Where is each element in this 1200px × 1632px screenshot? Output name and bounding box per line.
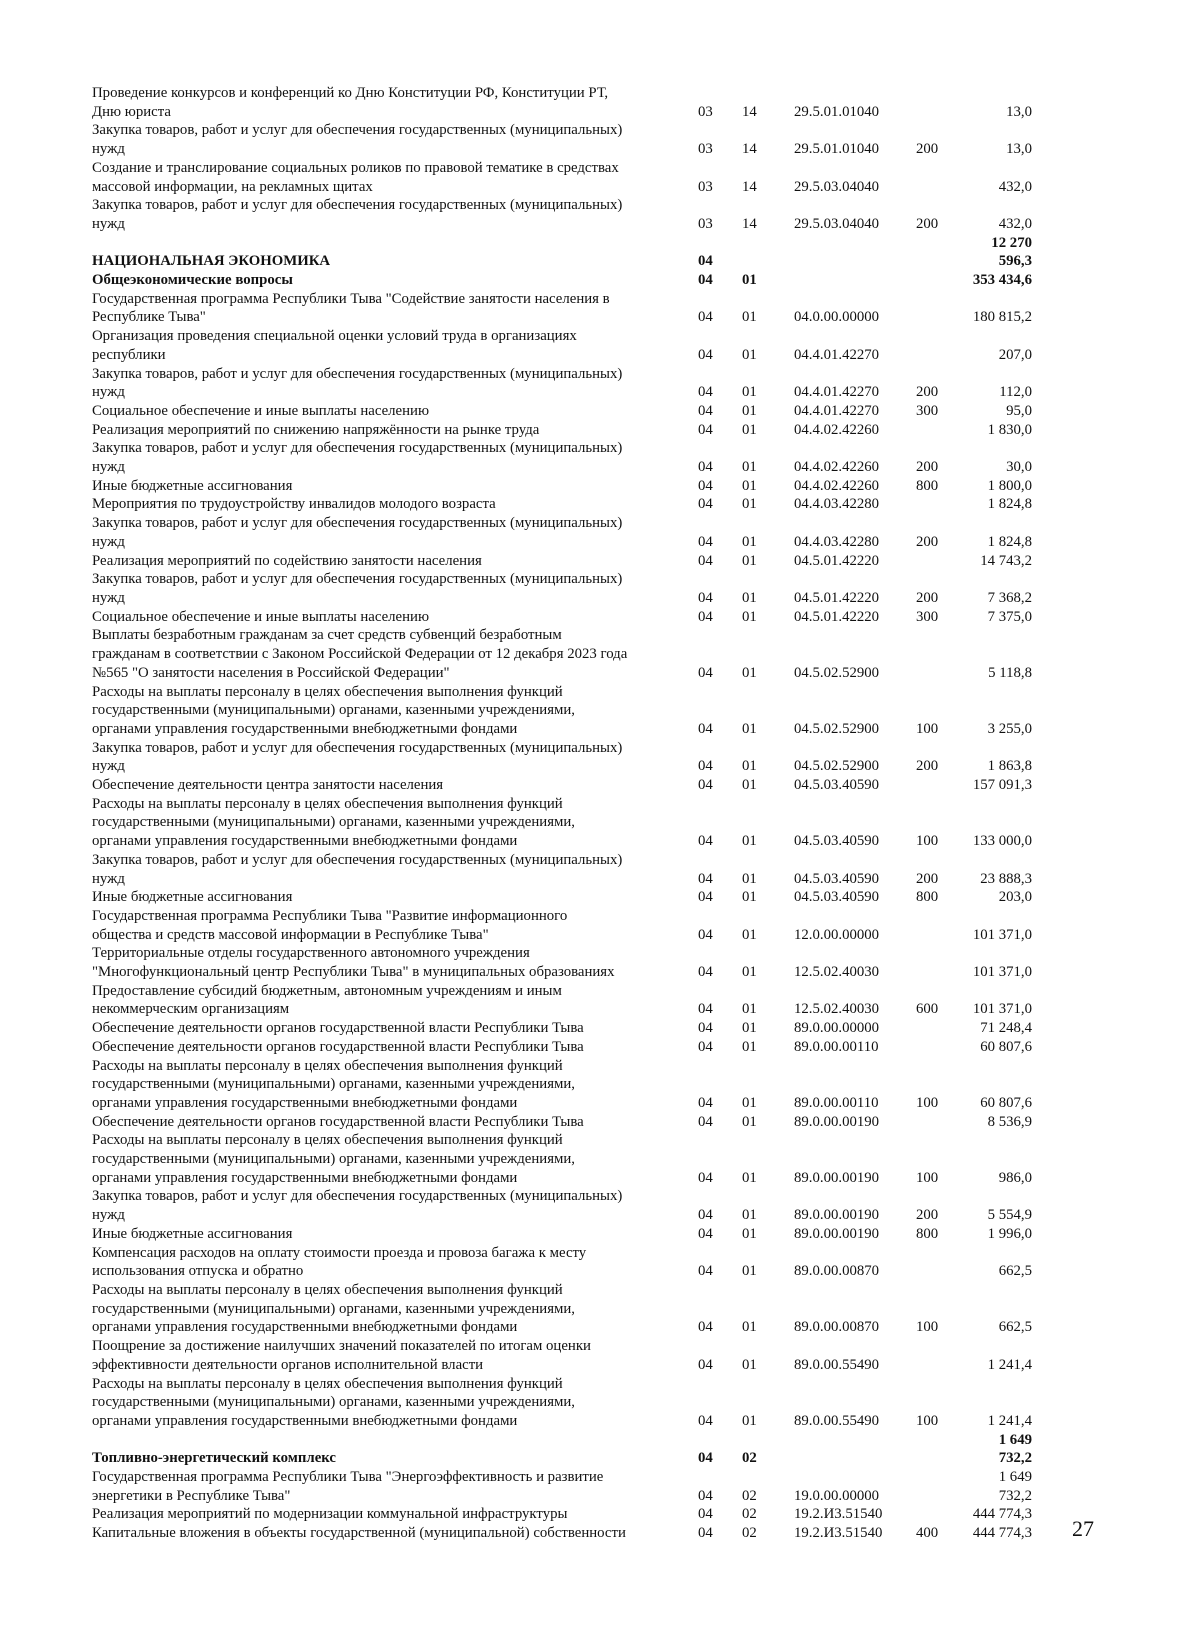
row-section: 04 xyxy=(698,384,713,401)
row-subsection: 01 xyxy=(742,309,757,326)
row-target-article: 04.4.01.42270 xyxy=(794,402,880,419)
row-expense-type: 100 xyxy=(916,1412,939,1429)
row-expense-type: 100 xyxy=(916,1094,939,1111)
row-section: 04 xyxy=(698,870,713,887)
row-target-article: 89.0.00.00000 xyxy=(794,1020,880,1037)
row-section: 04 xyxy=(698,720,713,737)
row-subsection: 01 xyxy=(742,346,757,363)
row-name: Расходы на выплаты персоналу в целях обеспечения выполнения функций государственными (муниципальными) органами, казенными учреждениями, органами управления государственными внебюджетными фондами xyxy=(92,795,576,850)
table-row xyxy=(92,121,1092,158)
row-subsection: 01 xyxy=(742,477,757,494)
row-subsection: 01 xyxy=(742,1169,757,1186)
row-section: 04 xyxy=(698,926,713,943)
row-subsection: 01 xyxy=(742,272,757,289)
row-name: Закупка товаров, работ и услуг для обеспечения государственных (муниципальных) нужд xyxy=(92,197,623,232)
row-amount: 101 371,0 xyxy=(972,964,1032,981)
row-expense-type: 200 xyxy=(916,384,939,401)
row-name: Закупка товаров, работ и услуг для обеспечения государственных (муниципальных) нужд xyxy=(92,739,623,775)
row-name: Иные бюджетные ассигнования xyxy=(92,477,293,494)
row-target-article: 89.0.00.00190 xyxy=(794,1113,880,1130)
table-row xyxy=(92,851,1092,888)
row-subsection: 02 xyxy=(742,1506,757,1523)
row-subsection: 01 xyxy=(742,533,757,550)
row-amount: 101 371,0 xyxy=(972,1001,1032,1018)
row-section: 04 xyxy=(698,889,713,906)
row-expense-type: 300 xyxy=(916,608,939,625)
row-section: 04 xyxy=(698,1487,713,1504)
row-subsection: 01 xyxy=(742,758,757,775)
row-amount: 60 807,6 xyxy=(980,1094,1032,1111)
row-subsection: 14 xyxy=(742,141,757,158)
row-subsection: 01 xyxy=(742,964,757,981)
row-subsection: 01 xyxy=(742,1225,757,1242)
row-subsection: 01 xyxy=(742,777,757,794)
row-name: Государственная программа Республики Тыва "Развитие информационного общества и средств массовой информации в Республике Тыва" xyxy=(92,907,568,943)
row-target-article: 04.5.02.52900 xyxy=(794,664,880,681)
row-name: Иные бюджетные ассигнования xyxy=(92,889,293,906)
row-amount: 353 434,6 xyxy=(972,272,1032,289)
row-amount: 1 649 732,2 xyxy=(998,1431,1032,1467)
row-amount: 1 241,4 xyxy=(987,1412,1032,1429)
row-target-article: 29.5.01.01040 xyxy=(794,141,880,158)
row-subsection: 01 xyxy=(742,926,757,943)
row-expense-type: 200 xyxy=(916,870,939,887)
table-row xyxy=(92,234,1092,271)
table-row xyxy=(92,1375,1092,1431)
row-name: Расходы на выплаты персоналу в целях обеспечения выполнения функций государственными (муниципальными) органами, казенными учреждениями, органами управления государственными внебюджетными фондами xyxy=(92,1375,576,1429)
row-subsection: 01 xyxy=(742,589,757,606)
row-subsection: 01 xyxy=(742,1263,757,1280)
row-amount: 444 774,3 xyxy=(972,1506,1032,1523)
table-row xyxy=(92,888,1092,907)
row-amount: 1 824,8 xyxy=(987,533,1032,550)
row-section: 04 xyxy=(698,1113,713,1130)
row-subsection: 01 xyxy=(742,720,757,737)
table-row xyxy=(92,683,1092,739)
row-target-article: 04.4.02.42260 xyxy=(794,459,880,476)
row-name: Расходы на выплаты персоналу в целях обеспечения выполнения функций государственными (муниципальными) органами, казенными учреждениями, органами управления государственными внебюджетными фондами xyxy=(92,1282,576,1336)
row-name: Расходы на выплаты персоналу в целях обеспечения выполнения функций государственными (муниципальными) органами, казенными учреждениями, органами управления государственными внебюджетными фондами xyxy=(92,683,576,737)
table-row xyxy=(92,1524,1092,1543)
row-name: Обеспечение деятельности органов государственной власти Республики Тыва xyxy=(92,1113,584,1130)
row-section: 04 xyxy=(698,1094,713,1111)
row-target-article: 19.2.И3.51540 xyxy=(794,1525,883,1542)
row-name: Проведение конкурсов и конференций ко Дню Конституции РФ, Конституции РТ, Дню юриста xyxy=(92,85,609,120)
row-section: 03 xyxy=(698,178,713,195)
row-section: 04 xyxy=(698,346,713,363)
row-section: 04 xyxy=(698,589,713,606)
row-target-article: 04.4.03.42280 xyxy=(794,496,880,513)
row-target-article: 04.4.03.42280 xyxy=(794,533,880,550)
row-expense-type: 800 xyxy=(916,1225,939,1242)
row-name: Обеспечение деятельности центра занятости населения xyxy=(92,777,444,794)
row-target-article: 04.5.03.40590 xyxy=(794,889,880,906)
row-amount: 986,0 xyxy=(998,1169,1032,1186)
row-section: 04 xyxy=(698,1319,713,1336)
row-expense-type: 200 xyxy=(916,1207,939,1224)
table-row xyxy=(92,739,1092,776)
row-subsection: 01 xyxy=(742,1207,757,1224)
row-name: Расходы на выплаты персоналу в целях обеспечения выполнения функций государственными (муниципальными) органами, казенными учреждениями, органами управления государственными внебюджетными фондами xyxy=(92,1057,576,1111)
row-subsection: 01 xyxy=(742,664,757,681)
table-row xyxy=(92,159,1092,196)
table-row xyxy=(92,944,1092,981)
row-amount: 13,0 xyxy=(1006,141,1032,158)
row-name: Реализация мероприятий по содействию занятости населения xyxy=(92,552,482,569)
row-section: 04 xyxy=(698,1001,713,1018)
row-target-article: 12.0.00.00000 xyxy=(794,926,880,943)
row-target-article: 04.4.02.42260 xyxy=(794,477,880,494)
row-amount: 112,0 xyxy=(999,384,1032,401)
row-target-article: 89.0.00.00870 xyxy=(794,1263,880,1280)
row-subsection: 14 xyxy=(742,103,757,120)
row-name: Иные бюджетные ассигнования xyxy=(92,1225,293,1242)
table-row xyxy=(92,570,1092,607)
row-section: 04 xyxy=(698,777,713,794)
table-row xyxy=(92,84,1092,121)
row-target-article: 29.5.03.04040 xyxy=(794,215,880,232)
table-row xyxy=(92,402,1092,421)
row-name: Общеэкономические вопросы xyxy=(92,272,293,289)
row-expense-type: 800 xyxy=(916,889,939,906)
row-target-article: 89.0.00.00870 xyxy=(794,1319,880,1336)
row-subsection: 01 xyxy=(742,1001,757,1018)
row-name: Компенсация расходов на оплату стоимости проезда и провоза багажа к месту использования отпуска и обратно xyxy=(92,1244,587,1280)
row-expense-type: 800 xyxy=(916,477,939,494)
row-name: Закупка товаров, работ и услуг для обеспечения государственных (муниципальных) нужд xyxy=(92,571,623,606)
row-amount: 101 371,0 xyxy=(972,926,1032,943)
row-amount: 60 807,6 xyxy=(980,1038,1032,1055)
row-name: Закупка товаров, работ и услуг для обеспечения государственных (муниципальных) нужд xyxy=(92,440,623,476)
row-amount: 203,0 xyxy=(998,889,1032,906)
row-name: Поощрение за достижение наилучших значений показателей по итогам оценки эффективности деятельности органов исполнительной власти xyxy=(92,1338,591,1373)
row-target-article: 04.5.01.42220 xyxy=(794,552,880,569)
row-amount: 444 774,3 xyxy=(972,1525,1032,1542)
row-name: Закупка товаров, работ и услуг для обеспечения государственных (муниципальных) нужд xyxy=(92,1188,623,1224)
row-section: 04 xyxy=(698,1038,713,1055)
row-subsection: 01 xyxy=(742,833,757,850)
row-subsection: 02 xyxy=(742,1525,757,1542)
table-row xyxy=(92,907,1092,944)
row-expense-type: 100 xyxy=(916,833,939,850)
row-amount: 3 255,0 xyxy=(987,720,1032,737)
row-name: Предоставление субсидий бюджетным, автономным учреждениям и иным некоммерческим организациям xyxy=(92,982,562,1018)
row-amount: 432,0 xyxy=(998,215,1032,232)
row-subsection: 01 xyxy=(742,1356,757,1373)
row-name: Государственная программа Республики Тыва "Энергоэффективность и развитие энергетики в Республике Тыва" xyxy=(92,1469,604,1504)
row-amount: 662,5 xyxy=(998,1263,1032,1280)
table-row xyxy=(92,439,1092,476)
row-name: Мероприятия по трудоустройству инвалидов молодого возраста xyxy=(92,496,496,513)
row-target-article: 29.5.01.01040 xyxy=(794,103,880,120)
row-name: Закупка товаров, работ и услуг для обеспечения государственных (муниципальных) нужд xyxy=(92,122,623,158)
row-amount: 8 536,9 xyxy=(987,1113,1032,1130)
row-expense-type: 200 xyxy=(916,141,939,158)
row-expense-type: 100 xyxy=(916,720,939,737)
table-row xyxy=(92,1113,1092,1132)
row-subsection: 01 xyxy=(742,384,757,401)
row-amount: 1 824,8 xyxy=(987,496,1032,513)
row-amount: 1 649 732,2 xyxy=(998,1469,1032,1504)
row-target-article: 04.5.03.40590 xyxy=(794,777,880,794)
row-name: Социальное обеспечение и иные выплаты населению xyxy=(92,402,429,419)
row-section: 04 xyxy=(698,496,713,513)
row-section: 04 xyxy=(698,1225,713,1242)
row-name: Закупка товаров, работ и услуг для обеспечения государственных (муниципальных) нужд xyxy=(92,851,623,887)
table-row xyxy=(92,1337,1092,1374)
row-amount: 14 743,2 xyxy=(980,552,1032,569)
row-name: Закупка товаров, работ и услуг для обеспечения государственных (муниципальных) нужд xyxy=(92,365,623,401)
table-row xyxy=(92,495,1092,514)
row-target-article: 12.5.02.40030 xyxy=(794,1001,880,1018)
row-target-article: 19.2.И3.51540 xyxy=(794,1506,883,1523)
row-name: Организация проведения специальной оценки условий труда в организациях республики xyxy=(92,328,577,363)
row-target-article: 89.0.00.55490 xyxy=(794,1356,880,1373)
row-target-article: 04.5.01.42220 xyxy=(794,608,880,625)
row-name: Государственная программа Республики Тыва "Содействие занятости населения в Республике Тыва" xyxy=(92,290,610,326)
row-section: 03 xyxy=(698,215,713,232)
row-subsection: 01 xyxy=(742,1319,757,1336)
row-section: 04 xyxy=(698,253,713,270)
row-amount: 7 368,2 xyxy=(987,589,1032,606)
row-section: 04 xyxy=(698,758,713,775)
row-amount: 1 830,0 xyxy=(987,421,1032,438)
table-row xyxy=(92,477,1092,496)
row-subsection: 01 xyxy=(742,421,757,438)
row-target-article: 04.5.03.40590 xyxy=(794,833,880,850)
row-name: Реализация мероприятий по модернизации коммунальной инфраструктуры xyxy=(92,1506,568,1523)
row-target-article: 29.5.03.04040 xyxy=(794,178,880,195)
row-section: 04 xyxy=(698,964,713,981)
row-subsection: 01 xyxy=(742,1412,757,1429)
row-target-article: 89.0.00.55490 xyxy=(794,1412,880,1429)
table-row xyxy=(92,327,1092,364)
row-section: 04 xyxy=(698,1450,713,1467)
row-name: Расходы на выплаты персоналу в целях обеспечения выполнения функций государственными (муниципальными) органами, казенными учреждениями, органами управления государственными внебюджетными фондами xyxy=(92,1132,576,1186)
table-row xyxy=(92,982,1092,1019)
row-name: НАЦИОНАЛЬНАЯ ЭКОНОМИКА xyxy=(92,253,331,270)
table-row xyxy=(92,1225,1092,1244)
row-name: Реализация мероприятий по снижению напряжённости на рынке труда xyxy=(92,421,540,438)
row-expense-type: 100 xyxy=(916,1169,939,1186)
table-row xyxy=(92,1038,1092,1057)
row-target-article: 04.4.01.42270 xyxy=(794,346,880,363)
row-target-article: 04.5.02.52900 xyxy=(794,720,880,737)
row-target-article: 04.4.01.42270 xyxy=(794,384,880,401)
row-amount: 5 554,9 xyxy=(987,1207,1032,1224)
row-section: 04 xyxy=(698,1020,713,1037)
row-subsection: 01 xyxy=(742,459,757,476)
row-expense-type: 200 xyxy=(916,215,939,232)
row-amount: 71 248,4 xyxy=(980,1020,1032,1037)
row-target-article: 89.0.00.00190 xyxy=(794,1169,880,1186)
row-subsection: 01 xyxy=(742,1094,757,1111)
row-section: 04 xyxy=(698,833,713,850)
row-name: Территориальные отделы государственного автономного учреждения "Многофункциональный центр Республики Тыва" в муниципальных образованиях xyxy=(92,945,615,981)
row-amount: 30,0 xyxy=(1006,459,1032,476)
row-amount: 95,0 xyxy=(1006,402,1032,419)
row-target-article: 04.5.03.40590 xyxy=(794,870,880,887)
table-row xyxy=(92,1281,1092,1337)
row-target-article: 12.5.02.40030 xyxy=(794,964,880,981)
row-amount: 1 800,0 xyxy=(987,477,1032,494)
row-target-article: 04.4.02.42260 xyxy=(794,421,880,438)
row-target-article: 89.0.00.00110 xyxy=(794,1094,879,1111)
row-name: Топливно-энергетический комплекс xyxy=(92,1450,336,1467)
row-expense-type: 200 xyxy=(916,533,939,550)
row-amount: 1 996,0 xyxy=(987,1225,1032,1242)
row-section: 04 xyxy=(698,421,713,438)
row-amount: 1 241,4 xyxy=(987,1356,1032,1373)
table-row xyxy=(92,552,1092,571)
row-section: 04 xyxy=(698,1169,713,1186)
table-row xyxy=(92,514,1092,551)
row-name: Обеспечение деятельности органов государственной власти Республики Тыва xyxy=(92,1038,584,1055)
table-row xyxy=(92,1131,1092,1187)
table-row xyxy=(92,776,1092,795)
table-row xyxy=(92,1468,1092,1505)
row-amount: 23 888,3 xyxy=(980,870,1032,887)
row-target-article: 19.0.00.00000 xyxy=(794,1487,880,1504)
row-amount: 133 000,0 xyxy=(972,833,1032,850)
table-row xyxy=(92,1187,1092,1224)
row-section: 03 xyxy=(698,141,713,158)
budget-table xyxy=(92,84,1092,1543)
row-name: Закупка товаров, работ и услуг для обеспечения государственных (муниципальных) нужд xyxy=(92,515,623,550)
row-target-article: 89.0.00.00190 xyxy=(794,1207,880,1224)
table-row xyxy=(92,626,1092,682)
row-expense-type: 200 xyxy=(916,459,939,476)
row-amount: 13,0 xyxy=(1006,103,1032,120)
row-section: 04 xyxy=(698,1263,713,1280)
row-section: 04 xyxy=(698,309,713,326)
row-amount: 157 091,3 xyxy=(972,777,1032,794)
row-section: 04 xyxy=(698,1525,713,1542)
row-section: 04 xyxy=(698,1506,713,1523)
table-row xyxy=(92,196,1092,233)
row-name: Создание и транслирование социальных роликов по правовой тематике в средствах массовой информации, на рекламных щитах xyxy=(92,159,619,195)
row-section: 03 xyxy=(698,103,713,120)
row-amount: 207,0 xyxy=(998,346,1032,363)
row-section: 04 xyxy=(698,552,713,569)
table-row xyxy=(92,795,1092,851)
row-section: 04 xyxy=(698,459,713,476)
table-row xyxy=(92,608,1092,627)
table-row xyxy=(92,1057,1092,1113)
row-section: 04 xyxy=(698,1412,713,1429)
row-amount: 662,5 xyxy=(998,1319,1032,1336)
row-name: Выплаты безработным гражданам за счет средств субвенций безработным гражданам в соответствии с Законом Российской Федерации от 12 декабря 2023 года №565 "О занятости населения в Российской Федерации" xyxy=(92,627,628,681)
row-expense-type: 400 xyxy=(916,1525,939,1542)
table-row xyxy=(92,271,1092,290)
row-expense-type: 200 xyxy=(916,589,939,606)
row-subsection: 01 xyxy=(742,1113,757,1130)
row-amount: 12 270 596,3 xyxy=(991,234,1032,270)
row-target-article: 89.0.00.00190 xyxy=(794,1225,880,1242)
row-expense-type: 200 xyxy=(916,758,939,775)
row-subsection: 01 xyxy=(742,1020,757,1037)
row-name: Капитальные вложения в объекты государственной (муниципальной) собственности xyxy=(92,1525,626,1542)
row-subsection: 01 xyxy=(742,608,757,625)
row-target-article: 89.0.00.00110 xyxy=(794,1038,879,1055)
row-name: Социальное обеспечение и иные выплаты населению xyxy=(92,608,429,625)
row-section: 04 xyxy=(698,608,713,625)
table-row xyxy=(92,1019,1092,1038)
table-row xyxy=(92,1244,1092,1281)
row-amount: 7 375,0 xyxy=(987,608,1032,625)
row-amount: 1 863,8 xyxy=(987,758,1032,775)
table-row xyxy=(92,1431,1092,1468)
row-section: 04 xyxy=(698,533,713,550)
row-subsection: 01 xyxy=(742,1038,757,1055)
row-target-article: 04.0.00.00000 xyxy=(794,309,880,326)
row-name: Обеспечение деятельности органов государственной власти Республики Тыва xyxy=(92,1020,584,1037)
row-subsection: 14 xyxy=(742,178,757,195)
row-amount: 432,0 xyxy=(998,178,1032,195)
row-section: 04 xyxy=(698,1207,713,1224)
row-expense-type: 300 xyxy=(916,402,939,419)
row-section: 04 xyxy=(698,1356,713,1373)
row-subsection: 14 xyxy=(742,215,757,232)
row-subsection: 01 xyxy=(742,402,757,419)
row-subsection: 02 xyxy=(742,1487,757,1504)
row-section: 04 xyxy=(698,402,713,419)
page-number: 27 xyxy=(1072,1516,1094,1541)
row-subsection: 01 xyxy=(742,552,757,569)
row-subsection: 02 xyxy=(742,1450,757,1467)
row-amount: 180 815,2 xyxy=(972,309,1032,326)
row-subsection: 01 xyxy=(742,870,757,887)
row-section: 04 xyxy=(698,664,713,681)
row-amount: 5 118,8 xyxy=(988,664,1032,681)
row-expense-type: 600 xyxy=(916,1001,939,1018)
row-subsection: 01 xyxy=(742,496,757,513)
row-target-article: 04.5.01.42220 xyxy=(794,589,880,606)
table-row xyxy=(92,290,1092,327)
row-target-article: 04.5.02.52900 xyxy=(794,758,880,775)
row-section: 04 xyxy=(698,272,713,289)
row-subsection: 01 xyxy=(742,889,757,906)
row-section: 04 xyxy=(698,477,713,494)
row-expense-type: 100 xyxy=(916,1319,939,1336)
table-row xyxy=(92,365,1092,402)
table-row xyxy=(92,1505,1092,1524)
table-row xyxy=(92,421,1092,440)
